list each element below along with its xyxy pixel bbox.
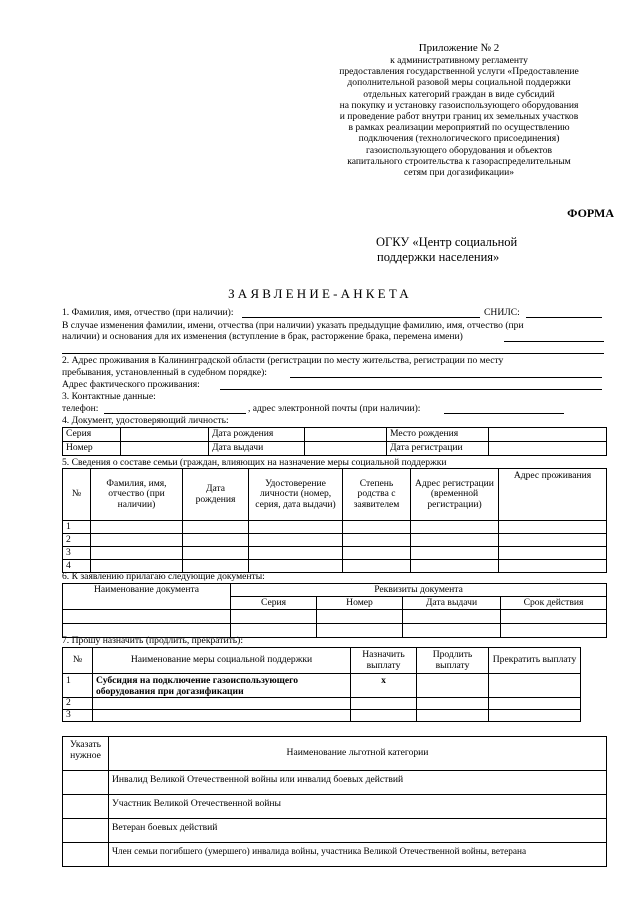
stop-checkbox[interactable] xyxy=(489,674,581,698)
table-cell[interactable] xyxy=(183,521,249,534)
table-cell[interactable] xyxy=(501,624,607,638)
snils-field[interactable] xyxy=(526,317,602,318)
request-table xyxy=(62,647,581,722)
birth-place-field[interactable] xyxy=(489,428,607,442)
family-row-num: 2 xyxy=(63,534,91,547)
request-row-name[interactable] xyxy=(93,710,351,722)
actual-address-field[interactable] xyxy=(220,389,602,390)
appendix-line: предоставления государственной услуги «Предоставление xyxy=(339,66,579,78)
family-col-address: Адрес проживания xyxy=(499,469,607,521)
reg-date-field[interactable] xyxy=(489,442,607,456)
table-cell[interactable] xyxy=(91,521,183,534)
appendix-line: отдельных категорий граждан в виде субсидий xyxy=(363,88,555,100)
name-change-field-2[interactable] xyxy=(62,353,604,354)
family-col-id: Удостоверение личности (номер, серия, дата выдачи) xyxy=(249,469,343,521)
category-checkbox[interactable] xyxy=(63,843,109,867)
request-row-num: 1 xyxy=(63,674,93,698)
family-col-name: Фамилия, имя, отчество (при наличии) xyxy=(91,469,183,521)
request-col-assign: Назначить выплату xyxy=(351,648,417,674)
table-cell[interactable] xyxy=(317,610,403,624)
id-doc-table xyxy=(62,427,607,456)
appendix-line: на покупку и установку газоиспользующего оборудования xyxy=(339,99,579,111)
appendix-line: сетям при догазификации» xyxy=(403,167,515,179)
family-row-num: 1 xyxy=(63,521,91,534)
category-item: Участник Великой Отечественной войны xyxy=(109,795,607,819)
issue-date-label: Дата выдачи xyxy=(209,442,305,456)
birth-date-field[interactable] xyxy=(305,428,387,442)
recipient xyxy=(376,235,517,265)
request-row-num: 2 xyxy=(63,698,93,710)
appendix-header xyxy=(300,42,618,178)
table-cell[interactable] xyxy=(249,547,343,560)
category-col-name: Наименование льготной категории xyxy=(109,737,607,771)
appendix-line: дополнительной разовой меры социальной поддержки xyxy=(347,77,571,89)
table-cell[interactable] xyxy=(343,534,411,547)
table-cell[interactable] xyxy=(403,624,501,638)
category-table xyxy=(62,736,607,867)
name-change-line2: наличии) и основания для их изменения (вступление в брак, расторжение брака, перемена имени) xyxy=(62,331,463,342)
category-item: Член семьи погибшего (умершего) инвалида войны, участника Великой Отечественной войны, ветерана xyxy=(109,843,607,867)
name-change-line1: В случае изменения фамилии, имени, отчества (при наличии) указать предыдущие фамилию, имя, отчество (при xyxy=(62,320,524,331)
actual-address-label: Адрес фактического проживания: xyxy=(62,379,200,390)
table-cell[interactable] xyxy=(411,547,499,560)
table-cell[interactable] xyxy=(91,547,183,560)
requisites-header: Реквизиты документа xyxy=(231,584,607,597)
assign-checkbox[interactable]: х xyxy=(351,674,417,698)
appendix-line: к административному регламенту xyxy=(390,55,528,66)
email-field[interactable] xyxy=(444,413,564,414)
table-cell[interactable] xyxy=(501,610,607,624)
request-row-name: Субсидия на подключение газоиспользующего оборудования при догазификации xyxy=(93,674,351,698)
series-header: Серия xyxy=(231,597,317,610)
appendix-line: газоиспользующего оборудования и объектов xyxy=(365,144,553,156)
table-cell[interactable] xyxy=(183,534,249,547)
table-cell[interactable] xyxy=(63,610,231,624)
request-col-stop: Прекратить выплату xyxy=(489,648,581,674)
address-field[interactable] xyxy=(290,377,602,378)
issue-date-field[interactable] xyxy=(305,442,387,456)
table-cell[interactable] xyxy=(183,547,249,560)
request-heading: 7. Прошу назначить (продлить, прекратить): xyxy=(62,635,244,646)
table-cell[interactable] xyxy=(411,521,499,534)
table-cell[interactable] xyxy=(231,610,317,624)
table-cell[interactable] xyxy=(499,560,607,573)
category-checkbox[interactable] xyxy=(63,795,109,819)
family-row-num: 3 xyxy=(63,547,91,560)
family-col-birth: Дата рождения xyxy=(183,469,249,521)
appendix-line: подключения (технологического присоединения) xyxy=(358,133,560,145)
assign-checkbox[interactable] xyxy=(351,698,417,710)
request-col-extend: Продлить выплату xyxy=(417,648,489,674)
category-item: Ветеран боевых действий xyxy=(109,819,607,843)
family-row-num: 4 xyxy=(63,560,91,573)
table-cell[interactable] xyxy=(343,521,411,534)
extend-checkbox[interactable] xyxy=(417,674,489,698)
table-cell[interactable] xyxy=(403,610,501,624)
table-cell[interactable] xyxy=(499,547,607,560)
request-row-name[interactable] xyxy=(93,698,351,710)
attachments-table xyxy=(62,583,607,638)
attachments-heading: 6. К заявлению прилагаю следующие документы: xyxy=(62,571,265,582)
doc-name-header: Наименование документа xyxy=(63,584,231,610)
fio-label: 1. Фамилия, имя, отчество (при наличии): xyxy=(62,307,234,318)
phone-label: телефон: xyxy=(62,403,99,414)
snils-label: СНИЛС: xyxy=(484,307,520,318)
table-cell[interactable] xyxy=(91,534,183,547)
issue-date-header: Дата выдачи xyxy=(403,597,501,610)
id-doc-heading: 4. Документ, удостоверяющий личность: xyxy=(62,415,229,426)
birth-date-label: Дата рождения xyxy=(209,428,305,442)
table-cell[interactable] xyxy=(499,534,607,547)
category-checkbox[interactable] xyxy=(63,819,109,843)
recipient-line: поддержки населения» xyxy=(377,250,500,264)
birth-place-label: Место рождения xyxy=(387,428,489,442)
stop-checkbox[interactable] xyxy=(489,710,581,722)
number-label: Номер xyxy=(63,442,121,456)
assign-checkbox[interactable] xyxy=(351,710,417,722)
family-col-reg: Адрес регистрации (временной регистрации) xyxy=(411,469,499,521)
form-label: ФОРМА xyxy=(567,206,614,220)
family-col-relation: Степень родства с заявителем xyxy=(343,469,411,521)
name-change-text xyxy=(62,320,608,342)
appendix-line: и проведение работ внутри границ их земельных участков xyxy=(339,111,579,123)
series-label: Серия xyxy=(63,428,121,442)
category-item: Инвалид Великой Отечественной войны или инвалид боевых действий xyxy=(109,771,607,795)
table-cell[interactable] xyxy=(411,534,499,547)
family-heading: 5. Сведения о составе семьи (граждан, влияющих на назначение меры социальной поддержки xyxy=(62,457,447,468)
request-col-num: № xyxy=(63,648,93,674)
request-col-name: Наименование меры социальной поддержки xyxy=(93,648,351,674)
document-title: ЗАЯВЛЕНИЕ-АНКЕТА xyxy=(228,286,412,301)
table-cell[interactable] xyxy=(499,521,607,534)
email-label: , адрес электронной почты (при наличии): xyxy=(248,403,421,414)
stop-checkbox[interactable] xyxy=(489,698,581,710)
appendix-line: Приложение № 2 xyxy=(418,42,500,54)
reg-date-label: Дата регистрации xyxy=(387,442,489,456)
category-checkbox[interactable] xyxy=(63,771,109,795)
validity-header: Срок действия xyxy=(501,597,607,610)
fio-field[interactable] xyxy=(242,317,480,318)
address-label-1: 2. Адрес проживания в Калининградской области (регистрации по месту жительства, регистрации по месту xyxy=(62,355,504,366)
table-cell[interactable] xyxy=(317,624,403,638)
table-cell[interactable] xyxy=(343,547,411,560)
table-cell[interactable] xyxy=(231,624,317,638)
category-col-select: Указать нужное xyxy=(63,737,109,771)
family-col-num: № xyxy=(63,469,91,521)
number-field[interactable] xyxy=(121,442,209,456)
table-cell[interactable] xyxy=(343,560,411,573)
recipient-line: ОГКУ «Центр социальной xyxy=(376,235,518,249)
number-header: Номер xyxy=(317,597,403,610)
extend-checkbox[interactable] xyxy=(417,698,489,710)
table-cell[interactable] xyxy=(411,560,499,573)
appendix-line: капитального строительства к газораспределительным xyxy=(347,155,571,167)
family-table xyxy=(62,468,607,573)
series-field[interactable] xyxy=(121,428,209,442)
appendix-line: в рамках реализации мероприятий по осуществлению xyxy=(348,122,570,134)
phone-field[interactable] xyxy=(104,413,246,414)
table-cell[interactable] xyxy=(249,534,343,547)
table-cell[interactable] xyxy=(249,521,343,534)
contacts-heading: 3. Контактные данные: xyxy=(62,391,156,402)
address-label-2: пребывания, установленный в судебном порядке): xyxy=(62,367,267,378)
request-row-num: 3 xyxy=(63,710,93,722)
extend-checkbox[interactable] xyxy=(417,710,489,722)
name-change-field[interactable] xyxy=(504,341,604,342)
